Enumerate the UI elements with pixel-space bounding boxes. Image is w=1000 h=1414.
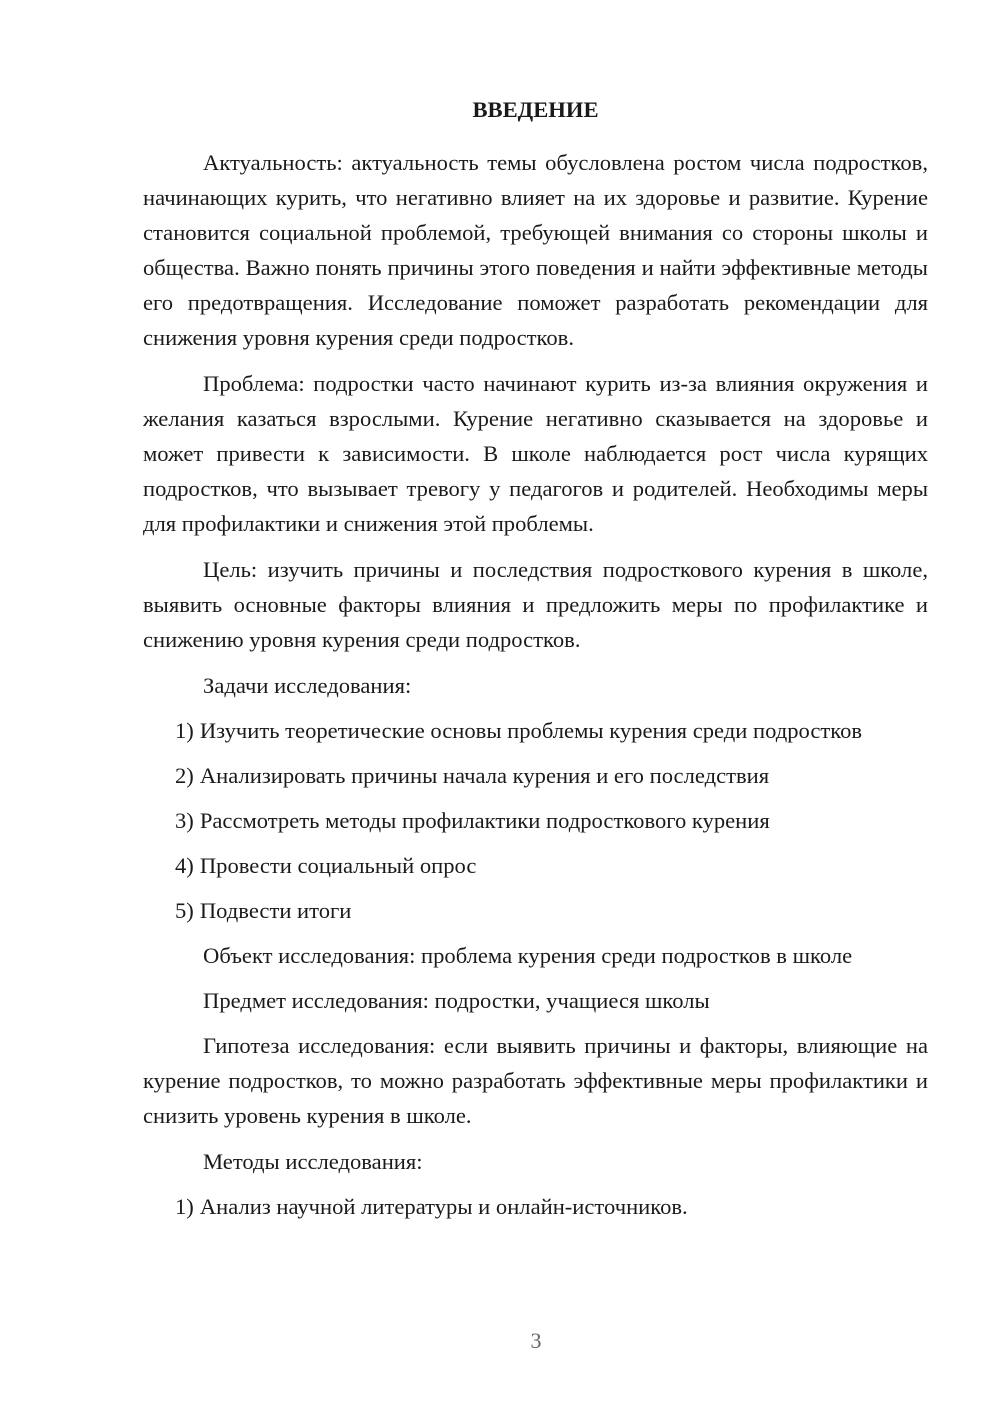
list-item bbox=[143, 758, 928, 793]
list-item-number: 4) bbox=[175, 853, 194, 878]
hypothesis-paragraph: Гипотеза исследования: если выявить причины и факторы, влияющие на курение подростков, то можно разработать эффективные меры профилактики и снизить уровень курения в школе. bbox=[143, 1033, 928, 1128]
list-item bbox=[143, 848, 928, 883]
list-item-text: Изучить теоретические основы проблемы курения среди подростков bbox=[199, 718, 863, 743]
list-item-text: Рассмотреть методы профилактики подросткового курения bbox=[199, 808, 770, 833]
list-item-number: 1) bbox=[175, 718, 194, 743]
list-item bbox=[143, 893, 928, 928]
object-line: Объект исследования: проблема курения среди подростков в школе bbox=[203, 943, 853, 968]
goal-paragraph: Цель: изучить причины и последствия подросткового курения в школе, выявить основные факторы влияния и предложить меры по профилактике и снижению уровня курения среди подростков. bbox=[143, 557, 928, 652]
document-page bbox=[143, 92, 928, 1234]
list-item-number: 2) bbox=[175, 763, 194, 788]
relevance-paragraph: Актуальность: актуальность темы обусловлена ростом числа подростков, начинающих курить, что негативно влияет на их здоровье и развитие. Курение становится социальной проблемой, требующей внимания со стороны школы и общества. Важно понять причины этого поведения и найти эффективные методы его предотвращения. Исследование поможет разработать рекомендации для снижения уровня курения среди подростков. bbox=[143, 150, 928, 350]
section-title: ВВЕДЕНИЕ bbox=[472, 97, 599, 122]
list-item-text: Анализ научной литературы и онлайн-источников. bbox=[199, 1194, 688, 1219]
tasks-heading: Задачи исследования: bbox=[203, 673, 412, 698]
tasks-list bbox=[143, 713, 928, 928]
list-item-number: 3) bbox=[175, 808, 194, 833]
list-item-text: Анализировать причины начала курения и его последствия bbox=[199, 763, 770, 788]
methods-list bbox=[143, 1189, 928, 1224]
list-item-number: 1) bbox=[175, 1194, 194, 1219]
methods-heading: Методы исследования: bbox=[203, 1149, 423, 1174]
list-item bbox=[143, 713, 928, 748]
list-item bbox=[143, 1189, 928, 1224]
list-item bbox=[143, 803, 928, 838]
list-item-number: 5) bbox=[175, 898, 194, 923]
problem-paragraph: Проблема: подростки часто начинают курить из-за влияния окружения и желания казаться взрослыми. Курение негативно сказывается на здоровье и может привести к зависимости. В школе наблюдается рост числа курящих подростков, что вызывает тревогу у педагогов и родителей. Необходимы меры для профилактики и снижения этой проблемы. bbox=[143, 371, 928, 536]
page-number: 3 bbox=[530, 1328, 542, 1353]
subject-line: Предмет исследования: подростки, учащиеся школы bbox=[203, 988, 710, 1013]
list-item-text: Провести социальный опрос bbox=[199, 853, 477, 878]
list-item-text: Подвести итоги bbox=[199, 898, 352, 923]
